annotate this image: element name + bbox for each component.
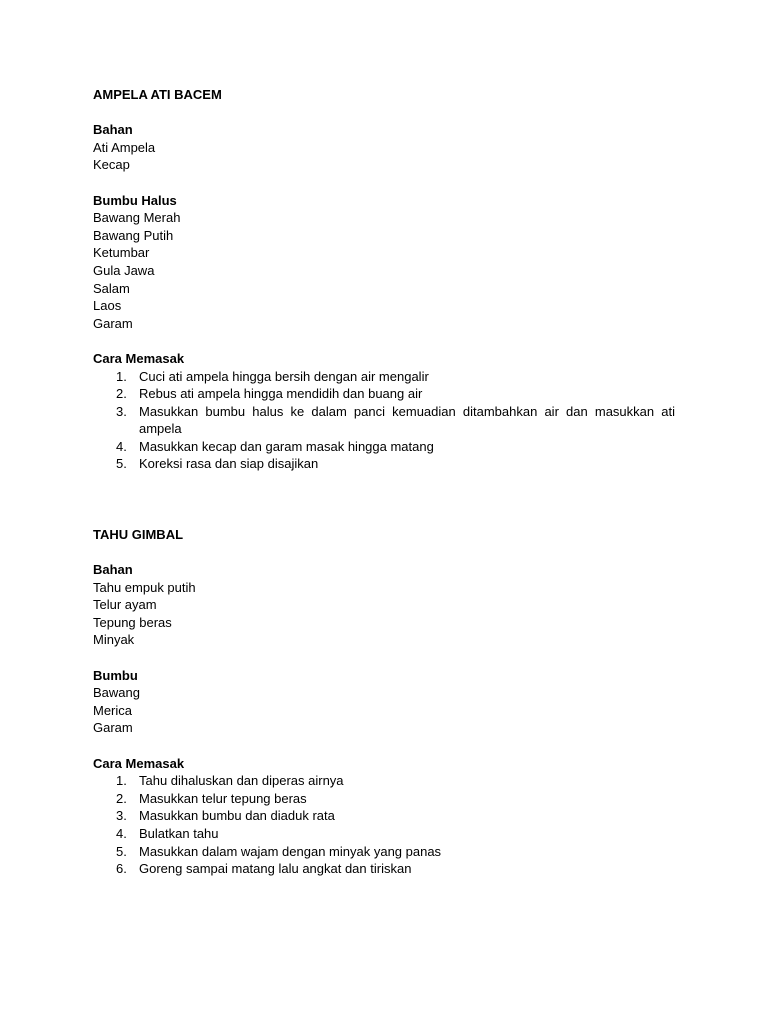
step-number: 1.: [116, 773, 127, 789]
spice-item: Salam: [93, 280, 130, 296]
ingredient-item: Kecap: [93, 157, 130, 173]
ingredient-item: Minyak: [93, 632, 135, 648]
spice-item: Bawang: [93, 685, 140, 701]
bahan-heading: Bahan: [93, 122, 133, 138]
step-item: [93, 807, 675, 825]
cara-memasak-heading: Cara Memasak: [93, 350, 185, 366]
step-number: 3.: [116, 808, 127, 824]
step-number: 3.: [116, 403, 127, 419]
ingredient-item: Tahu empuk putih: [93, 579, 196, 595]
spice-item: Merica: [93, 702, 133, 718]
step-text: Goreng sampai matang lalu angkat dan tiriskan: [139, 861, 412, 877]
step-text: Masukkan dalam wajam dengan minyak yang panas: [139, 843, 442, 859]
spice-item: Ketumbar: [93, 245, 150, 261]
step-text: Cuci ati ampela hingga bersih dengan air mengalir: [139, 368, 429, 384]
step-number: 6.: [116, 861, 127, 877]
ingredient-item: Telur ayam: [93, 597, 157, 613]
step-item: [93, 403, 675, 438]
recipe-tahu-gimbal: [93, 526, 675, 878]
step-text: Bulatkan tahu: [139, 825, 219, 841]
cara-memasak-heading: Cara Memasak: [93, 755, 185, 771]
step-item: [93, 790, 675, 808]
step-number: 5.: [116, 843, 127, 859]
step-item: [93, 385, 675, 403]
step-text: Masukkan telur tepung beras: [139, 790, 307, 806]
step-item: [93, 843, 675, 861]
step-text: Masukkan bumbu dan diaduk rata: [139, 808, 335, 824]
step-number: 2.: [116, 386, 127, 402]
step-item: [93, 455, 675, 473]
step-item: [93, 772, 675, 790]
step-item: [93, 860, 675, 878]
step-item: [93, 368, 675, 386]
steps-list: [93, 368, 675, 474]
spice-item: Gula Jawa: [93, 262, 155, 278]
step-text: Tahu dihaluskan dan diperas airnya: [139, 773, 344, 789]
ingredient-item: Tepung beras: [93, 614, 172, 630]
bahan-heading: Bahan: [93, 562, 133, 578]
recipe-title: TAHU GIMBAL: [93, 526, 184, 542]
steps-list: [93, 772, 675, 878]
spice-item: Laos: [93, 298, 122, 314]
step-number: 4.: [116, 825, 127, 841]
step-item: [93, 825, 675, 843]
step-number: 5.: [116, 456, 127, 472]
step-number: 2.: [116, 790, 127, 806]
bumbu-heading: Bumbu Halus: [93, 192, 177, 208]
spice-item: Garam: [93, 720, 133, 736]
bumbu-heading: Bumbu: [93, 667, 138, 683]
step-number: 4.: [116, 438, 127, 454]
step-text: Masukkan bumbu halus ke dalam panci kemuadian ditambahkan air dan masukkan ati ampela: [139, 403, 675, 437]
step-item: [93, 438, 675, 456]
spice-item: Bawang Putih: [93, 227, 174, 243]
ingredient-item: Ati Ampela: [93, 139, 156, 155]
recipe-ampela-ati-bacem: [93, 86, 675, 473]
document-page: [93, 86, 675, 878]
step-text: Rebus ati ampela hingga mendidih dan buang air: [139, 386, 423, 402]
step-text: Koreksi rasa dan siap disajikan: [139, 456, 319, 472]
step-number: 1.: [116, 368, 127, 384]
recipe-title: AMPELA ATI BACEM: [93, 87, 222, 102]
spice-item: Garam: [93, 315, 133, 331]
spice-item: Bawang Merah: [93, 210, 181, 226]
step-text: Masukkan kecap dan garam masak hingga matang: [139, 438, 434, 454]
